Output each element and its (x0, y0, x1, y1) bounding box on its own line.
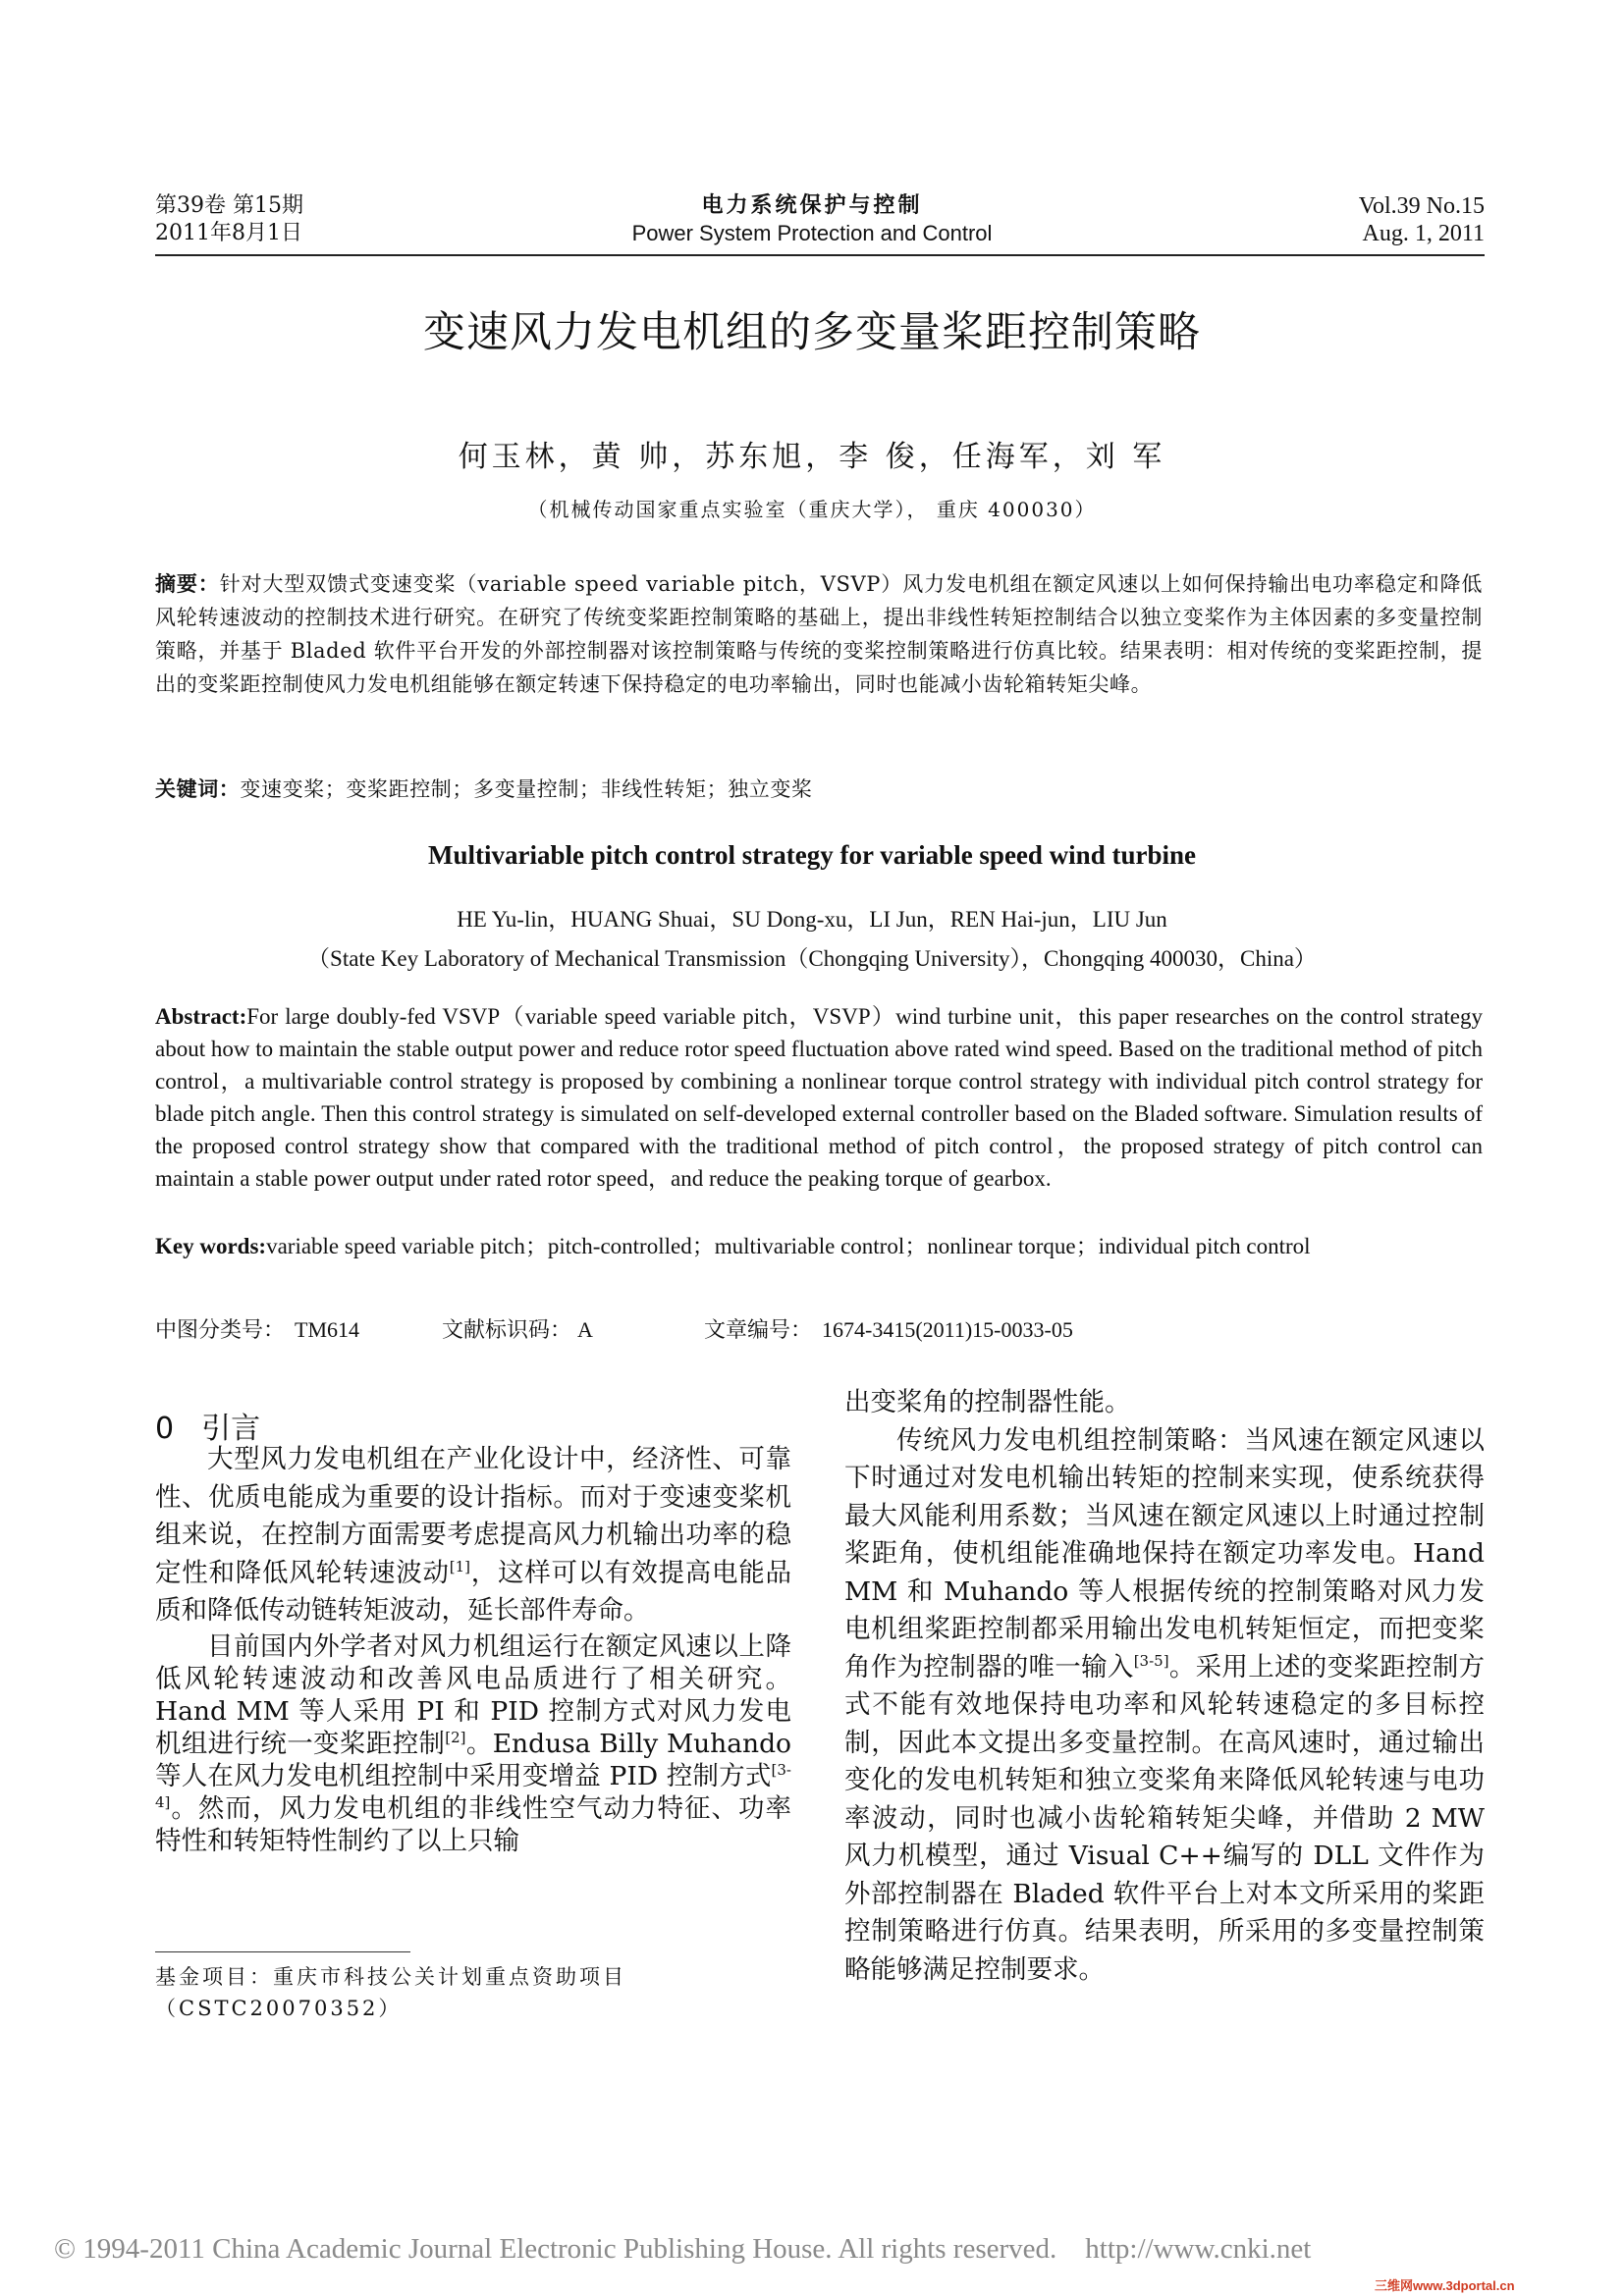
clc-label: 中图分类号： (155, 1318, 286, 1343)
doc-label: 文献标识码： (442, 1318, 572, 1343)
citation-2: [2] (445, 1728, 466, 1746)
abstract-cn-label: 摘要： (155, 572, 220, 596)
abstract-en (155, 1000, 1483, 1195)
abstract-cn (155, 567, 1483, 701)
authors-en: HE Yu-lin，HUANG Shuai，SU Dong-xu，LI Jun，REN Hai-jun，LIU Jun (457, 907, 1167, 932)
article-value: 1674-3415(2011)15-0033-05 (822, 1317, 1073, 1342)
abstract-en-label: Abstract: (155, 1004, 247, 1029)
paper-title-cn: 变速风力发电机组的多变量桨距控制策略 (423, 308, 1201, 357)
section-number: 0 (155, 1412, 175, 1446)
header-rule (155, 254, 1485, 256)
header-date-en: Aug. 1, 2011 (1362, 221, 1485, 246)
citation-3-5: [3-5] (1133, 1651, 1169, 1670)
clc-number (155, 1313, 359, 1344)
clc-value: TM614 (295, 1317, 360, 1342)
abstract-en-text: For large doubly-fed VSVP（variable speed variable pitch，VSVP）wind turbine unit，this paper researches on the control strategy about how to maintain the stable output power and reduce rotor speed fluctuation above rated wind speed. Based on the traditional method of pitch control，a multivariable control strategy is proposed by combining a nonlinear torque control strategy with individual pitch control strategy for blade pitch angle. Then this control strategy is simulated on self-developed external controller based on the Bladed software. Simulation results of the proposed control strategy show that compared with the traditional method of pitch control，the proposed strategy of pitch control can maintain a stable power output under rated rotor speed，and reduce the peaking torque of gearbox. (155, 1004, 1483, 1191)
citation-1: [1] (449, 1557, 470, 1575)
right-column (844, 1384, 1485, 1989)
watermark-logo: 三维网www.3dportal.cn (1375, 2278, 1515, 2293)
article-number (704, 1313, 1073, 1344)
header-vol-no: Vol.39 No.15 (1358, 193, 1485, 219)
fund-note: 基金项目：重庆市科技公关计划重点资助项目（CSTC20070352） (155, 1965, 626, 2020)
intro-paragraph-2: 目前国内外学者对风力机组运行在额定风速以上降低风轮转速波动和改善风电品质进行了相关研究。Hand MM 等人采用 PI 和 PID 控制方式对风力发电机组进行统一变桨距控制[2]。Endusa Billy Muhando 等人在风力发电机组控制中采用变增益 PID 控制方式[3-4]。然而，风力发电机组的非线性空气动力特征、功率特性和转矩特性制约了以上只输 (155, 1630, 791, 1856)
paper-title-en: Multivariable pitch control strategy for variable speed wind turbine (428, 840, 1196, 870)
intro-paragraph-1: 大型风力发电机组在产业化设计中，经济性、可靠性、优质电能成为重要的设计指标。而对于变速变桨机组来说，在控制方面需要考虑提高风力机输出功率的稳定性和降低风轮转速波动[1]，这样可以有效提高电能品质和降低传动链转矩波动，延长部件寿命。 (155, 1444, 791, 1626)
keywords-cn (155, 773, 1483, 806)
keywords-cn-text: 变速变桨；变桨距控制；多变量控制；非线性转矩；独立变桨 (240, 777, 813, 801)
keywords-cn-label: 关键词： (155, 777, 241, 801)
journal-name-en: Power System Protection and Control (631, 221, 993, 245)
journal-name-cn: 电力系统保护与控制 (701, 193, 923, 218)
footnote-rule (155, 1951, 410, 1952)
header-volume-cn: 第39卷 第15期 (155, 193, 303, 218)
header-date-cn: 2011年8月1日 (155, 221, 302, 245)
affiliation-cn: （机械传动国家重点实验室（重庆大学）， 重庆 400030） (527, 498, 1097, 521)
abstract-cn-text: 针对大型双馈式变速变桨（variable speed variable pitch，VSVP）风力发电机组在额定风速以上如何保持输出电功率稳定和降低风轮转速波动的控制技术进行研究。在研究了传统变桨距控制策略的基础上，提出非线性转矩控制结合以独立变桨作为主体因素的多变量控制策略，并基于 Bladed 软件平台开发的外部控制器对该控制策略与传统的变桨控制策略进行仿真比较。结果表明：相对传统的变桨距控制，提出的变桨距控制使风力发电机组能够在额定转速下保持稳定的电功率输出，同时也能减小齿轮箱转矩尖峰。 (155, 572, 1483, 696)
section-title: 引言 (201, 1412, 261, 1446)
article-label: 文章编号： (704, 1318, 813, 1343)
affiliation-en: （State Key Laboratory of Mechanical Transmission（Chongqing University），Chongqing 400030，China） (307, 946, 1317, 971)
authors-cn: 何玉林，黄 帅，苏东旭，李 俊，任海军，刘 军 (458, 440, 1166, 474)
keywords-en-label: Key words: (155, 1234, 267, 1258)
right-paragraph-0: 出变桨角的控制器性能。 (844, 1387, 1131, 1417)
right-paragraph-1: 传统风力发电机组控制策略：当风速在额定风速以下时通过对发电机输出转矩的控制来实现，使系统获得最大风能利用系数；当风速在额定风速以上时通过控制桨距角，使机组能准确地保持在额定功率发电。Hand MM 和 Muhando 等人根据传统的控制策略对风力发电机组桨距控制都采用输出发电机转矩恒定，而把变桨角作为控制器的唯一输入[3-5]。采用上述的变桨距控制方式不能有效地保持电功率和风轮转速稳定的多目标控制，因此本文提出多变量控制。在高风速时，通过输出变化的发电机转矩和独立变桨角来降低风轮转速与电功率波动，同时也减小齿轮箱转矩尖峰，并借助 2 MW 风力机模型，通过 Visual C++编写的 DLL 文件作为外部控制器在 Bladed 软件平台上对本文所采用的桨距控制策略进行仿真。结果表明，所采用的多变量控制策略能够满足控制要求。 (844, 1424, 1486, 1985)
keywords-en (155, 1230, 1483, 1262)
doc-code (442, 1313, 593, 1344)
copyright-footer: © 1994-2011 China Academic Journal Electronic Publishing House. All rights reserved. http://www.cnki.net (54, 2233, 1312, 2265)
doc-value: A (577, 1317, 593, 1342)
left-column (155, 1441, 791, 1857)
citation-3-4: [3-4] (155, 1760, 791, 1811)
keywords-en-text: variable speed variable pitch；pitch-controlled；multivariable control；nonlinear torque；individual pitch control (266, 1234, 1311, 1258)
header-volume-en (1359, 192, 1485, 247)
